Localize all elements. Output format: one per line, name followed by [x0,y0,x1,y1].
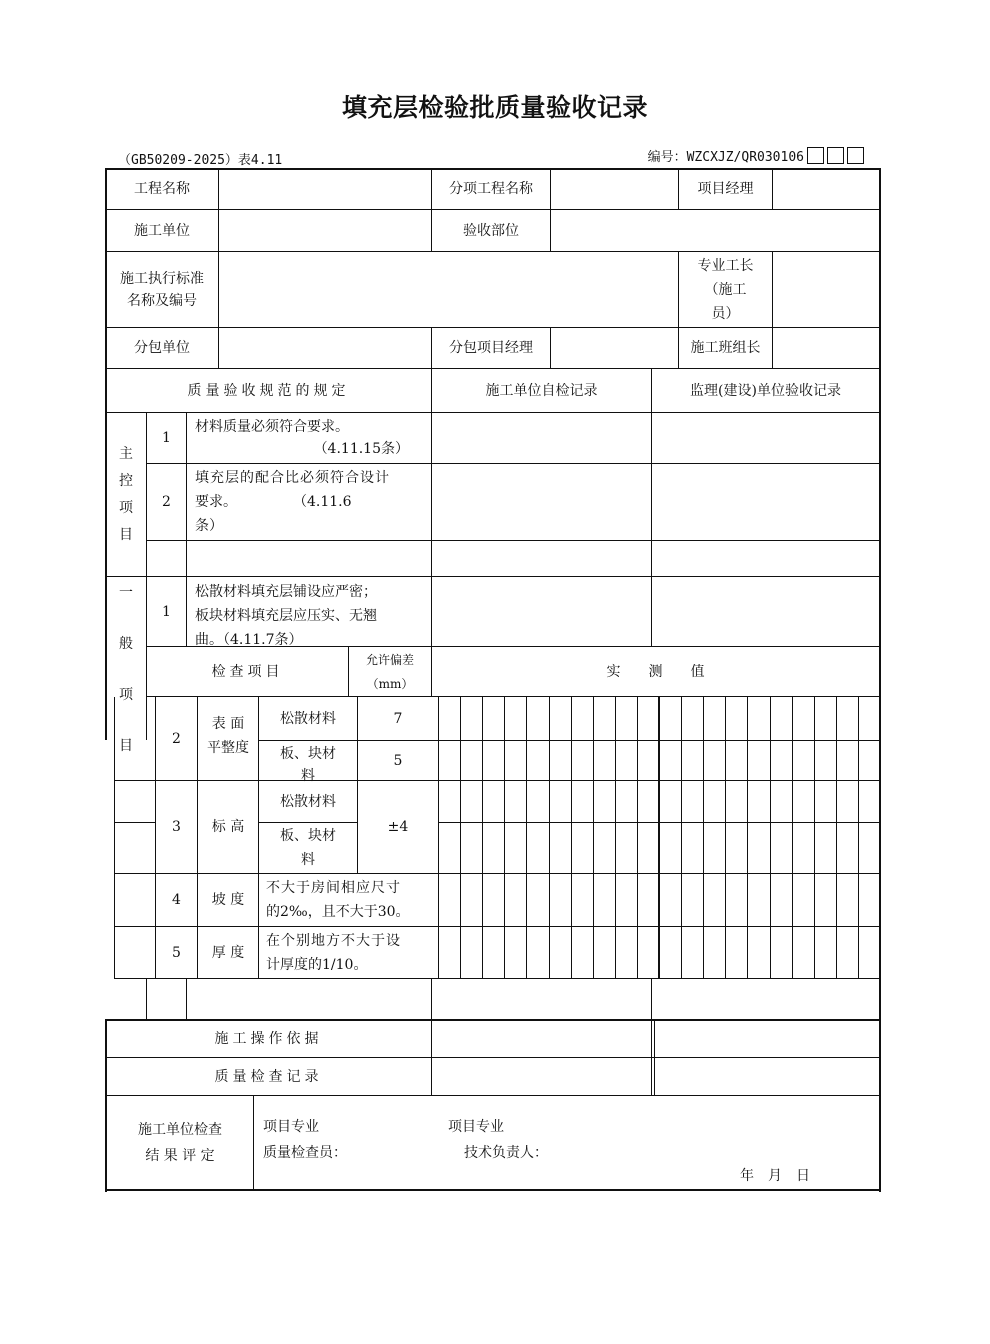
row2b-material-line2: 料 [301,768,315,784]
inspector-label [263,1113,413,1167]
main-label-char: 项 [119,500,133,516]
row3-no: 3 [172,819,181,835]
form-code [648,146,864,165]
general-label-char: 般 [119,636,133,652]
col-spec: 质量验收规范的规定 [187,382,350,399]
field-subcontractor[interactable] [219,328,431,368]
standard-ref: （GB50209-2025）表4.11 [118,153,283,168]
row2-name-line1: 表 面 [211,716,245,732]
label-team-leader: 施工班组长 [690,340,761,356]
border-bottom [105,1189,881,1191]
measure-grid-line [836,697,837,978]
label-basis: 施工操作依据 [214,1031,323,1047]
main-label-char: 主 [119,446,133,462]
measure-grid-line [571,697,572,978]
vline [186,979,187,1020]
col-self-check: 施工单位自检记录 [485,382,598,399]
row3b-material-line2: 料 [301,852,315,868]
main-item2-text [187,464,431,540]
label-sub-project: 分项工程名称 [449,181,533,197]
row3-name: 标 高 [211,819,245,835]
foreman-line2: （施工 [704,281,747,298]
measure-grid-line [770,697,771,978]
row2b-material-line1: 板、块材 [280,746,336,762]
measure-grid-line [703,697,704,978]
measure-grid-line [549,697,550,978]
hline [146,540,880,541]
main-item1-self[interactable] [432,413,651,463]
check-item-header: 检查项目 [211,663,284,680]
main-item1-text [187,413,431,463]
label-foreman [679,252,772,327]
allowed-dev-line2: （mm） [366,676,414,691]
vline [253,1096,254,1191]
main-control-label [106,440,146,550]
tech-label [448,1113,598,1167]
measure-grid-line [792,697,793,978]
field-sub-manager[interactable] [551,328,678,368]
code-box-2[interactable] [827,147,844,164]
vline [114,697,115,979]
code-box-1[interactable] [807,147,824,164]
row3b-material [259,823,357,873]
exec-standard-line2: 名称及编号 [127,292,197,309]
col-supervision: 监理(建设)单位验收记录 [690,382,841,399]
field-sub-project[interactable] [551,169,678,209]
main-item1-line1: 材料质量必须符合要求。 [195,419,349,435]
main-item2-line1: 填充层的配合比必须符合设计 [195,470,390,486]
general-label-char: 项 [119,687,133,703]
main-label-char: 控 [119,473,133,489]
main-item1-no: 1 [162,430,171,446]
general-item1-self[interactable] [432,577,651,646]
label-construction-unit: 施工单位 [134,222,190,239]
exec-standard-line1: 施工执行标准 [120,270,204,287]
border-right [879,168,881,1192]
main-item2-no: 2 [162,494,171,510]
row3-value: ±4 [387,819,409,835]
field-team-leader[interactable] [773,328,879,368]
general-item1-line2: 板块材料填充层应压实、无翘 [195,608,377,624]
measure-grid-line [858,697,859,978]
measure-grid-line [593,697,594,978]
general-item1-line3: 曲。（4.11.7条） [195,632,303,648]
row3b-material-line1: 板、块材 [280,828,336,844]
measure-grid-line [637,697,638,978]
general-extra-super[interactable] [652,979,879,1019]
measure-grid-divider [658,697,660,978]
measure-grid-line [504,697,505,978]
main-item2-line2: 要求。 （4.11.6 [195,494,352,510]
row4-desc-line2: 的2‰，且不大于30。 [266,904,410,920]
tech-line2: 技术负责人： [464,1145,548,1161]
general-item1-line1: 松散材料填充层铺设应严密； [195,584,377,600]
label-subcontractor: 分包单位 [134,340,190,356]
row5-desc-line2: 计厚度的1/10。 [266,956,368,973]
field-construction-unit[interactable] [219,210,431,251]
general-extra-self[interactable] [432,979,651,1019]
row2a-value: 7 [393,710,403,727]
allowed-dev-line1: 允许偏差 [365,652,414,667]
label-evaluation [107,1096,253,1189]
hline [114,822,155,823]
label-quality-record: 质量检查记录 [214,1068,323,1085]
general-item1-super[interactable] [652,577,879,646]
label-project-name: 工程名称 [134,181,190,197]
row4-no: 4 [172,892,181,908]
field-foreman[interactable] [773,252,879,327]
measure-grid-line [681,697,682,978]
field-project-name[interactable] [219,169,431,209]
label-project-manager: 项目经理 [697,181,754,197]
row2b-material [259,741,357,784]
general-label-char: 目 [119,738,133,754]
row2b-value: 5 [393,752,403,769]
main-item2-super[interactable] [652,464,879,540]
eval-line1: 施工单位检查 [138,1121,222,1138]
form-code-label: 编号：WZCXJZ/QR030106 [647,150,804,165]
label-acceptance-part: 验收部位 [463,222,519,239]
measure-grid-line [747,697,748,978]
general-item1-no: 1 [162,603,171,620]
row5-no: 5 [172,944,181,961]
foreman-line3: 员） [711,305,740,322]
date-label: 年 月 日 [740,1168,810,1184]
row3a-material: 松散材料 [280,793,336,810]
measure-grid-line [615,697,616,978]
general-label-char: 一 [119,585,133,601]
row2-name-line2: 平整度 [207,740,249,756]
row4-desc [259,874,438,926]
field-basis-super[interactable] [655,1021,879,1057]
allowed-dev-header [349,647,431,696]
general-item1-text [187,577,431,646]
eval-line2: 结 果 评 定 [145,1147,215,1164]
main-item2-line3: 条） [195,518,223,534]
vline [146,979,147,1020]
row5-name: 厚 度 [211,944,245,961]
row4-desc-line1: 不大于房间相应尺寸 [266,880,401,896]
field-exec-standard[interactable] [219,252,678,327]
measure-grid-line [482,697,483,978]
row5-desc-line1: 在个别地方不大于设 [266,932,401,949]
code-box-3[interactable] [847,147,864,164]
tech-line1: 项目专业 [448,1119,504,1135]
measured-header: 实 测 值 [606,663,705,680]
measure-grid-line [460,697,461,978]
general-label [106,578,146,754]
row2-name [198,697,258,780]
field-quality-super[interactable] [655,1058,879,1095]
label-sub-manager: 分包项目经理 [449,340,533,356]
main-item2-self[interactable] [432,464,651,540]
field-acceptance-part[interactable] [551,210,879,251]
row4-name: 坡 度 [211,892,245,908]
inspector-line1: 项目专业 [263,1119,319,1135]
row5-desc [259,927,438,978]
measure-grid-line [814,697,815,978]
main-item1-super[interactable] [652,413,879,463]
field-basis-self[interactable] [432,1021,651,1057]
row2a-material: 松散材料 [280,710,336,727]
foreman-line1: 专业工长 [697,257,754,274]
row2-no: 2 [172,730,181,747]
main-item1-line2: （4.11.15条） [313,441,409,457]
field-project-manager[interactable] [773,169,879,209]
field-quality-self[interactable] [432,1058,651,1095]
inspector-line2: 质量检查员： [263,1145,347,1161]
label-exec-standard [106,252,218,327]
measure-grid-line [526,697,527,978]
main-label-char: 目 [119,527,133,543]
page-title: 填充层检验批质量验收记录 [341,93,648,122]
measure-grid-line [725,697,726,978]
